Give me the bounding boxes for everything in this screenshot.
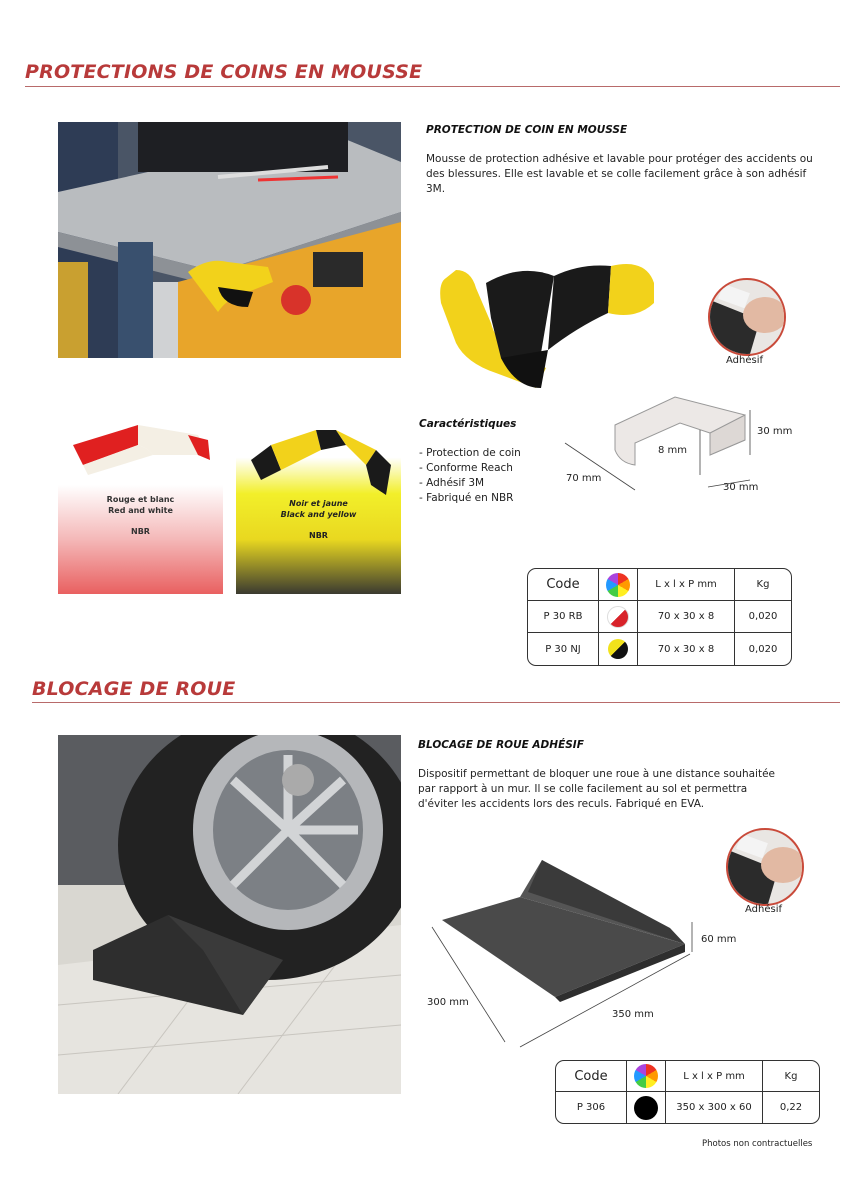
dim-height-wheel: 60 mm: [701, 934, 737, 945]
table-header-code: Code: [556, 1061, 627, 1092]
adhesive-label: Adhésif: [726, 355, 764, 366]
swatch-red-line2: Red and white: [108, 506, 173, 515]
swatch-yellow-material: NBR: [309, 531, 328, 540]
row-kg: 0,22: [779, 1102, 803, 1113]
swatch-red-white: [58, 412, 223, 594]
table-row: [528, 633, 791, 665]
row-size: 70 x 30 x 8: [638, 601, 735, 633]
section-rule: [32, 702, 840, 703]
feature-item: - Conforme Reach: [419, 462, 513, 474]
row-size: 350 x 300 x 60: [666, 1092, 763, 1123]
dim-thickness: 8 mm: [658, 445, 688, 456]
corner-guard-image: [436, 258, 658, 390]
swatch-red-line1: Rouge et blanc: [106, 495, 175, 504]
color-wheel-icon: [606, 573, 630, 597]
adhesive-label-2: Adhésif: [745, 904, 783, 915]
swatch-yellow-line2: Black and yellow: [280, 510, 357, 519]
table-header-size: L x l x P mm: [666, 1061, 763, 1092]
section-rule: [25, 86, 840, 87]
table-header-color: [599, 569, 638, 601]
swatch-red-material: NBR: [131, 527, 150, 536]
product-title-wheel: BLOCAGE DE ROUE ADHÉSIF: [418, 739, 584, 751]
row-size: 70 x 30 x 8: [638, 633, 735, 665]
dim-width-wheel: 350 mm: [612, 1009, 654, 1020]
section-title-corners: PROTECTIONS DE COINS EN MOUSSE: [25, 61, 423, 83]
swatch-yellow-line1: Noir et jaune: [289, 499, 348, 508]
section-title-wheel: BLOCAGE DE ROUE: [32, 678, 236, 700]
table-header-kg: Kg: [763, 1061, 819, 1092]
table-row: [528, 601, 791, 633]
adhesive-detail-image-2: [726, 828, 804, 906]
table-header-kg: Kg: [735, 569, 791, 601]
feature-item: - Adhésif 3M: [419, 477, 485, 489]
row-color: [627, 1092, 666, 1123]
workbench-photo: [58, 122, 401, 358]
row-code: P 30 NJ: [528, 633, 599, 665]
row-kg: 0,020: [748, 643, 778, 655]
table-header-size: L x l x P mm: [638, 569, 735, 601]
black-yellow-swatch-icon: [608, 639, 628, 659]
row-code: P 306: [556, 1092, 627, 1123]
dim-depth-wheel: 300 mm: [427, 997, 469, 1008]
footer-note: Photos non contractuelles: [702, 1139, 813, 1149]
row-color: [599, 633, 638, 665]
spec-table-wheel: [555, 1060, 820, 1124]
features-list: [419, 446, 521, 506]
color-wheel-icon: [634, 1064, 658, 1088]
spec-table-corner: [527, 568, 792, 666]
red-white-swatch-icon: [607, 606, 629, 628]
dim-length: 70 mm: [566, 473, 602, 484]
wheel-chock-photo: [58, 735, 401, 1094]
feature-item: - Fabriqué en NBR: [419, 492, 514, 504]
product-title-corner: PROTECTION DE COIN EN MOUSSE: [426, 124, 628, 136]
product-description-corner: Mousse de protection adhésive et lavable pour protéger des accidents ou des blessures. Elle est lavable et se colle facilement grâce à son adhésif 3M.: [426, 153, 813, 195]
features-title: Caractéristiques: [419, 418, 517, 430]
dim-depth: 30 mm: [723, 482, 759, 493]
dim-height: 30 mm: [757, 426, 793, 437]
row-code: P 30 RB: [528, 601, 599, 633]
row-color: [599, 601, 638, 633]
swatch-black-yellow: [236, 412, 401, 594]
row-kg: 0,020: [735, 601, 791, 633]
table-header-color: [627, 1061, 666, 1092]
table-header-code: Code: [528, 569, 599, 601]
product-description-wheel: Dispositif permettant de bloquer une roue à une distance souhaitée par rapport à un mur. Il se colle facilement au sol et permettra d'éviter les accidents lors des reculs. Fabriqué en EVA.: [418, 768, 776, 810]
black-swatch-icon: [634, 1096, 658, 1120]
adhesive-detail-image: [708, 278, 786, 356]
wheel-chock-drawing: [420, 852, 720, 1057]
table-row: [556, 1092, 819, 1123]
feature-item: - Protection de coin: [419, 447, 521, 459]
